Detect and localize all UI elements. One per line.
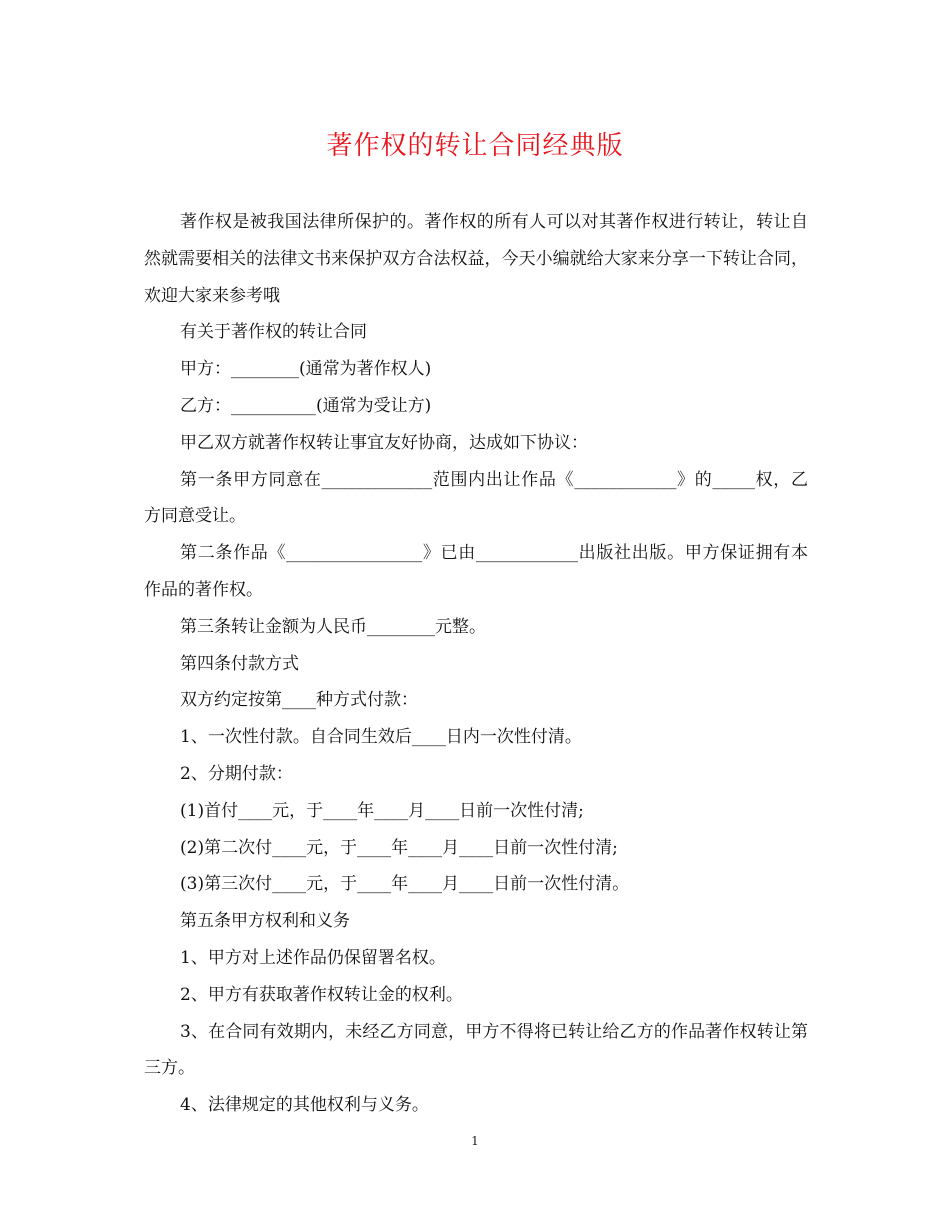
paragraph-article-4: 第四条付款方式 — [180, 653, 299, 674]
document-title: 著作权的转让合同经典版 — [326, 131, 624, 161]
paragraph-article-2: 第二条作品《________________》已由____________出版社出版。甲方保证拥有本作品的著作权。 — [144, 543, 808, 600]
paragraph-party-a: 甲方：________(通常为著作权人) — [180, 359, 432, 380]
paragraph-right-2: 2、甲方有获取著作权转让金的权利。 — [180, 984, 463, 1005]
paragraph-installment-1: (1)首付____元，于____年____月____日前一次性付清; — [180, 800, 584, 821]
paragraph-payment-2: 2、分期付款： — [180, 763, 293, 784]
paragraph-article-5: 第五条甲方权利和义务 — [180, 911, 350, 932]
paragraph-installment-3: (3)第三次付____元，于____年____月____日前一次性付清。 — [180, 874, 630, 895]
paragraph-right-1: 1、甲方对上述作品仍保留署名权。 — [180, 947, 446, 968]
paragraph-right-3: 3、在合同有效期内，未经乙方同意，甲方不得将已转让给乙方的作品著作权转让第三方。 — [144, 1021, 808, 1079]
paragraph-intro: 著作权是被我国法律所保护的。著作权的所有人可以对其著作权进行转让，转让自然就需要相关的法律文书来保护双方合法权益，今天小编就给大家来分享一下转让合同，欢迎大家来参考哦 — [144, 212, 808, 306]
page-number: 1 — [471, 1134, 479, 1148]
paragraph-party-b: 乙方：__________(通常为受让方) — [180, 395, 432, 416]
paragraph-payment-method: 双方约定按第____种方式付款： — [180, 690, 418, 711]
paragraph-right-4: 4、法律规定的其他权利与义务。 — [180, 1095, 429, 1116]
paragraph-heading: 有关于著作权的转让合同 — [180, 322, 367, 343]
paragraph-agreement: 甲乙双方就著作权转让事宜友好协商，达成如下协议： — [180, 432, 588, 453]
paragraph-article-3: 第三条转让金额为人民币________元整。 — [180, 616, 486, 637]
document-body — [144, 204, 808, 1124]
paragraph-payment-1: 1、一次性付款。自合同生效后____日内一次性付清。 — [180, 727, 582, 748]
paragraph-article-1: 第一条甲方同意在_____________范围内出让作品《____________》的_____权，乙方同意受让。 — [144, 469, 808, 527]
paragraph-installment-2: (2)第二次付____元，于____年____月____日前一次性付清; — [180, 837, 618, 858]
